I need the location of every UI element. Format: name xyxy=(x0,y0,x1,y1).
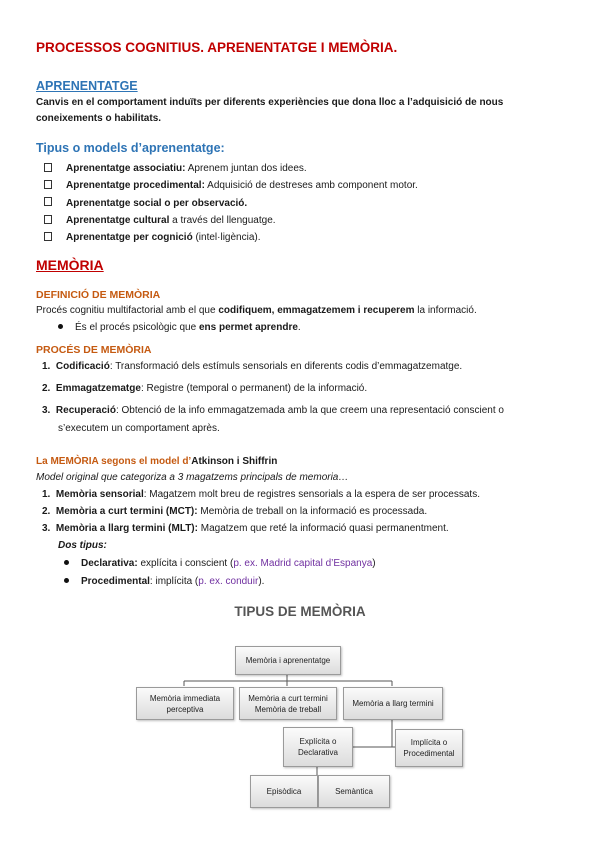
aprenentatge-definition-line2: coneixements o habilitats. xyxy=(36,113,162,124)
item-text: explícita i conscient ( xyxy=(137,558,234,569)
definicio-heading: DEFINICIÓ DE MEMÒRIA xyxy=(36,289,161,301)
item-bold: Aprenentatge cultural xyxy=(66,214,170,226)
item-text: a través del llenguatge. xyxy=(169,214,276,226)
item-bold: Memòria sensorial xyxy=(55,489,144,500)
item-end: ). xyxy=(258,576,265,587)
proces-item-3-cont: s’executem un comportament après. xyxy=(58,423,220,434)
item-number: 3. xyxy=(42,405,51,416)
bullet-post: . xyxy=(297,322,301,333)
item-example: p. ex. conduir xyxy=(198,576,259,587)
item-bold: Aprenentatge associatiu: xyxy=(66,163,186,174)
item-text: Adquisició de destreses amb component motor. xyxy=(204,180,418,192)
item-bold: Procedimental xyxy=(81,576,150,587)
box-memoria-aprenentatge: Memòria i aprenentatge xyxy=(235,646,341,675)
aprenentatge-definition-line1: Canvis en el comportament induïts per diferents experiències que dona lloc a l’adquisició de nous xyxy=(36,97,504,108)
item-text: : Transformació dels estímuls sensorials en diferents codis d’emmagatzematge. xyxy=(109,361,463,372)
dos-tipus-label: Dos tipus: xyxy=(58,540,107,551)
item-text: Aprenem juntan dos idees. xyxy=(185,163,307,174)
page-title: PROCESSOS COGNITIUS. APRENENTATGE I MEMÒRIA. xyxy=(36,40,398,55)
model-description: Model original que categoriza a 3 magatzems principals de memoria… xyxy=(36,472,349,483)
box-text: Memòria a curt termini xyxy=(248,693,328,703)
item-bold: Declarativa: xyxy=(81,558,138,569)
box-text: Procedimental xyxy=(403,749,455,758)
item-number: 2. xyxy=(42,383,51,394)
item-number: 1. xyxy=(42,489,51,500)
box-implicita-procedimental xyxy=(395,729,463,767)
item-text: : Registre (temporal o permanent) de la informació. xyxy=(140,383,368,394)
box-explicita-declarativa xyxy=(283,727,353,767)
proces-heading: PROCÉS DE MEMÒRIA xyxy=(36,344,152,356)
aprenentatge-heading: APRENENTATGE xyxy=(36,79,138,93)
item-bold: Memòria a curt termini (MCT): xyxy=(55,506,198,517)
item-example: p. ex. Madrid capital d’Espanya xyxy=(233,558,373,569)
item-bold: Aprenentatge per cognició xyxy=(66,232,193,244)
item-bold: Codificació xyxy=(55,361,110,372)
def-pre: Procés cognitiu multifactorial amb el que xyxy=(36,305,219,316)
box-text: Explícita o xyxy=(299,737,337,746)
memoria-heading: MEMÒRIA xyxy=(36,257,104,273)
box-text: Declarativa xyxy=(297,748,338,757)
item-number: 3. xyxy=(42,523,51,534)
item-text: Memòria de treball on la informació es processada. xyxy=(197,506,428,517)
item-end: ) xyxy=(372,558,376,569)
def-post: la informació. xyxy=(414,305,477,316)
item-bold: Emmagatzematge xyxy=(55,383,141,394)
tipus-aprenentatge-heading: Tipus o models d’aprenentatge: xyxy=(36,141,225,155)
item-text: : Obtenció de la info emmagatzemada amb la que creem una representació conscient o xyxy=(115,405,504,416)
box-episodica: Episòdica xyxy=(250,775,318,808)
box-memoria-llarg-termini: Memòria a llarg termini xyxy=(343,687,443,720)
item-text: : Magatzem molt breu de registres sensorials a la espera de ser processats. xyxy=(143,489,480,500)
item-text: : implícita ( xyxy=(149,576,199,587)
model-heading-authors: Atkinson i Shiffrin xyxy=(191,456,278,467)
box-text: Memòria immediata xyxy=(149,693,221,703)
item-bold: Recuperació xyxy=(55,405,116,416)
model-heading-orange: La MEMÒRIA segons el model d’ xyxy=(36,456,192,467)
item-text: (intel·ligència). xyxy=(192,232,261,244)
box-text: perceptiva xyxy=(166,704,204,714)
bullet-pre: És el procés psicològic que xyxy=(75,322,199,333)
box-memoria-immediata xyxy=(136,687,234,720)
item-bold: Aprenentatge procedimental: xyxy=(66,180,205,192)
bullet-bold: ens permet aprendre xyxy=(198,322,298,333)
item-number: 2. xyxy=(42,506,51,517)
def-bold: codifiquem, emmagatzemem i recuperem xyxy=(218,305,415,316)
box-semantica: Semàntica xyxy=(318,775,390,808)
item-text: Magatzem que reté la informació quasi permanentment. xyxy=(197,523,449,534)
item-bold: Aprenentatge social o per observació. xyxy=(66,197,248,209)
diagram-title: TIPUS DE MEMÒRIA xyxy=(234,604,366,619)
box-text: Memòria de treball xyxy=(254,704,322,714)
item-number: 1. xyxy=(42,361,51,372)
box-memoria-curt-termini xyxy=(239,687,337,720)
box-text: Implícita o xyxy=(410,738,448,747)
item-bold: Memòria a llarg termini (MLT): xyxy=(55,523,198,534)
